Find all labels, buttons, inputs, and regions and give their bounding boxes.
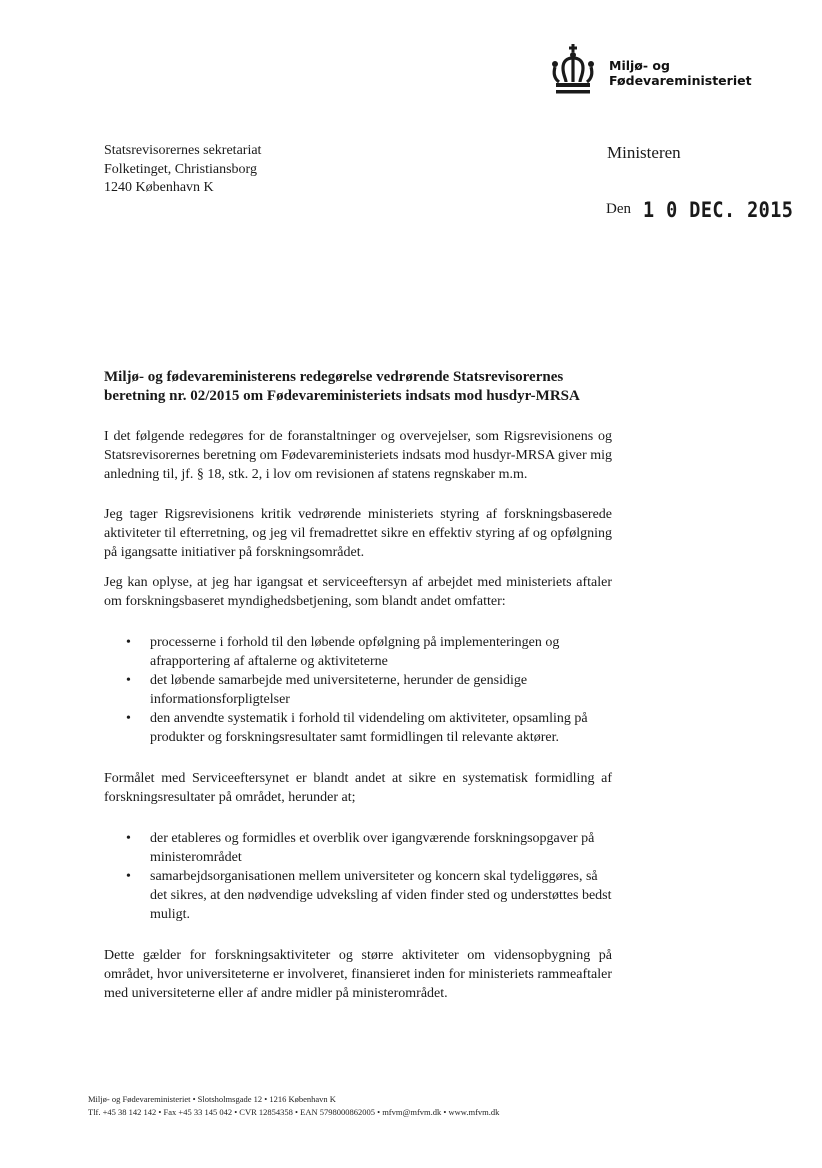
date-line <box>606 198 814 222</box>
bullet-icon: • <box>126 635 131 650</box>
ministry-name <box>609 58 752 88</box>
paragraph: I det følgende redegøres for de foranstaltninger og overvejelser, som Rigsrevisionens og Statsrevisorernes beretning om Fødevareministeriets indsats mod husdyr-MRSA giver mig anledning til, jf. § 18, stk. 2, i lov om revisionen af statens regnskaber m.m. <box>104 429 612 482</box>
date-stamp: 1 0 DEC. 2015 <box>643 198 794 222</box>
bullet-icon: • <box>126 711 131 726</box>
list-item <box>104 709 612 747</box>
recipient-line: 1240 København K <box>104 180 214 195</box>
ministry-logo <box>549 44 752 100</box>
ministry-name-line2: Fødevareministeriet <box>609 73 752 88</box>
crown-icon <box>549 44 599 96</box>
list-item-text: der etableres og formidles et overblik over igangværende forskningsopgaver på ministerområdet <box>150 831 595 865</box>
sender-role: Ministeren <box>607 143 681 162</box>
recipient-address <box>104 142 261 198</box>
list-item-text: det løbende samarbejde med universiteterne, herunder de gensidige informationsforpligtelser <box>150 673 528 707</box>
footer-contact: Tlf. +45 38 142 142 • Fax +45 33 145 042 • CVR 12854358 • EAN 5798000862005 • mfvm@mfvm.dk • www.mfvm.dk <box>88 1106 500 1117</box>
recipient-line: Statsrevisorernes sekretariat <box>104 143 262 158</box>
list-item <box>104 829 612 867</box>
ministry-name-line1: Miljø- og <box>609 58 670 73</box>
paragraph: Jeg kan oplyse, at jeg har igangsat et serviceeftersyn af arbejdet med ministeriets aftaler om forskningsbaseret myndighedsbetjening, som blandt andet omfatter: <box>104 575 612 609</box>
list-item-text: processerne i forhold til den løbende opfølgning på implementeringen og afrapportering af aftalerne og aktiviteterne <box>150 635 560 669</box>
paragraph: Dette gælder for forskningsaktiviteter og større aktiviteter om vidensopbygning på området, hvor universiteterne er involveret, finansieret inden for ministeriets rammeaftaler med universiteterne eller af andre midler på ministerområdet. <box>104 948 612 1001</box>
footer <box>88 1093 499 1118</box>
list-item <box>104 867 612 924</box>
bullet-icon: • <box>126 869 131 884</box>
subject-heading: Miljø- og fødevareministerens redegørelse vedrørende Statsrevisorernes beretning nr. 02/2015 om Fødevareministeriets indsats mod husdyr-MRSA <box>104 369 580 404</box>
list-item-text: den anvendte systematik i forhold til videndeling om aktiviteter, opsamling på produkter og forskningsresultater samt formidlingen til relevante aktører. <box>150 711 588 745</box>
paragraph: Jeg tager Rigsrevisionens kritik vedrørende ministeriets styring af forskningsbaserede aktiviteter til efterretning, og jeg vil fremadrettet sikre en effektiv styring af og opfølgning på igangsatte initiativer på forskningsområdet. <box>104 507 612 560</box>
bullet-icon: • <box>126 831 131 846</box>
date-label: Den <box>606 201 631 217</box>
bullet-list <box>104 829 612 924</box>
list-item <box>104 633 612 671</box>
footer-address: Miljø- og Fødevareministeriet • Slotsholmsgade 12 • 1216 København K <box>88 1094 336 1104</box>
bullet-list <box>104 633 612 747</box>
letter-body <box>104 368 612 1003</box>
paragraph: Formålet med Serviceeftersynet er blandt andet at sikre en systematisk formidling af forskningsresultater på området, herunder at; <box>104 771 612 805</box>
recipient-line: Folketinget, Christiansborg <box>104 161 257 177</box>
bullet-icon: • <box>126 673 131 688</box>
list-item-text: samarbejdsorganisationen mellem universiteter og koncern skal tydeliggøres, så det sikres, at den nødvendige udveksling af viden finder sted og understøttes bedst muligt. <box>150 869 612 922</box>
list-item <box>104 671 612 709</box>
